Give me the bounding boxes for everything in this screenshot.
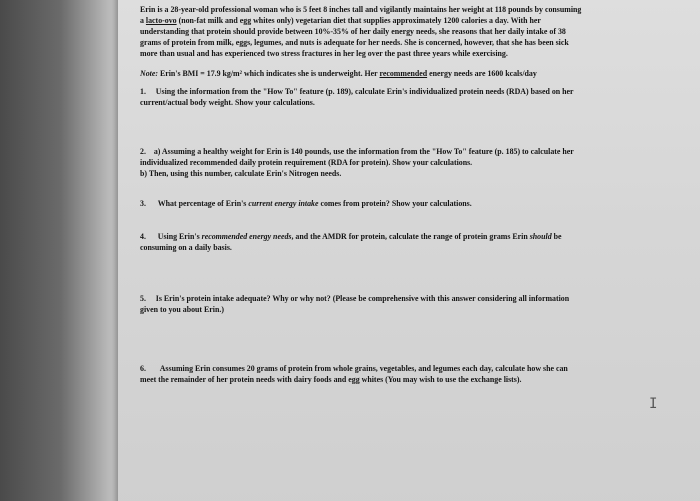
question-text: Is Erin's protein intake adequate? Why or why not? (Please be comprehensive with this answer considering all information given to you about Erin.) bbox=[140, 294, 570, 314]
question-number: 4. bbox=[140, 232, 146, 241]
question-2b bbox=[140, 168, 585, 179]
question-6 bbox=[140, 363, 585, 385]
note-label: Note: bbox=[140, 69, 158, 78]
question-number: 1. bbox=[140, 87, 146, 96]
question-4: 4. Using Erin's recommended energy needs, and the AMDR for protein, calculate the range of protein grams Erin should be consuming on a daily basis. bbox=[140, 232, 562, 252]
text-cursor-icon: I bbox=[649, 396, 658, 412]
question-number: 3. bbox=[140, 199, 146, 208]
question-number: 2. bbox=[140, 147, 146, 156]
lacto-ovo-term: lacto-ovo bbox=[145, 16, 177, 25]
question-2 bbox=[140, 146, 585, 168]
question-number: 6. bbox=[140, 364, 146, 373]
question-text: Using the information from the "How To" feature (p. 189), calculate Erin's individualized protein needs (RDA) based on her current/actual body weight. Show your calculations. bbox=[140, 87, 574, 107]
question-text: a) Assuming a healthy weight for Erin is 140 pounds, use the information from the "How To" feature (p. 185) to calculate her individualized recommended daily protein requirement (RDA for protein). Show your calculations. bbox=[140, 147, 574, 167]
case-intro: Erin is a 28-year-old professional woman who is 5 feet 8 inches tall and vigilantly maintains her weight at 118 pounds by consuming a lacto-ovo (non-fat milk and egg whites only) vegetarian diet that supplies approximately 1200 calories a day. With her understanding that protein should provide between 10%-35% of her daily energy needs, she reasons that her daily intake of 38 grams of protein from milk, eggs, legumes, and nuts is adequate for her needs. She is concerned, however, that she has been sick more than usual and has experienced two stress fractures in her leg over the past three years while exercising. bbox=[140, 5, 582, 58]
question-5 bbox=[140, 293, 585, 315]
question-text: Assuming Erin consumes 20 grams of protein from whole grains, vegetables, and legumes each day, calculate how she can meet the remainder of her protein needs with dairy foods and egg whites (You may wish to use the exchange lists). bbox=[140, 364, 568, 384]
worksheet-content bbox=[140, 4, 585, 385]
question-number: 5. bbox=[140, 294, 146, 303]
question-1 bbox=[140, 86, 585, 108]
question-3: 3. What percentage of Erin's current energy intake comes from protein? Show your calculations. bbox=[140, 199, 472, 208]
bmi-note: Note: Erin's BMI = 17.9 kg/m² which indicates she is underweight. Her recommended energy needs are 1600 kcals/day bbox=[140, 69, 537, 78]
question-text: b) Then, using this number, calculate Erin's Nitrogen needs. bbox=[140, 169, 342, 178]
worksheet-page bbox=[118, 0, 700, 501]
